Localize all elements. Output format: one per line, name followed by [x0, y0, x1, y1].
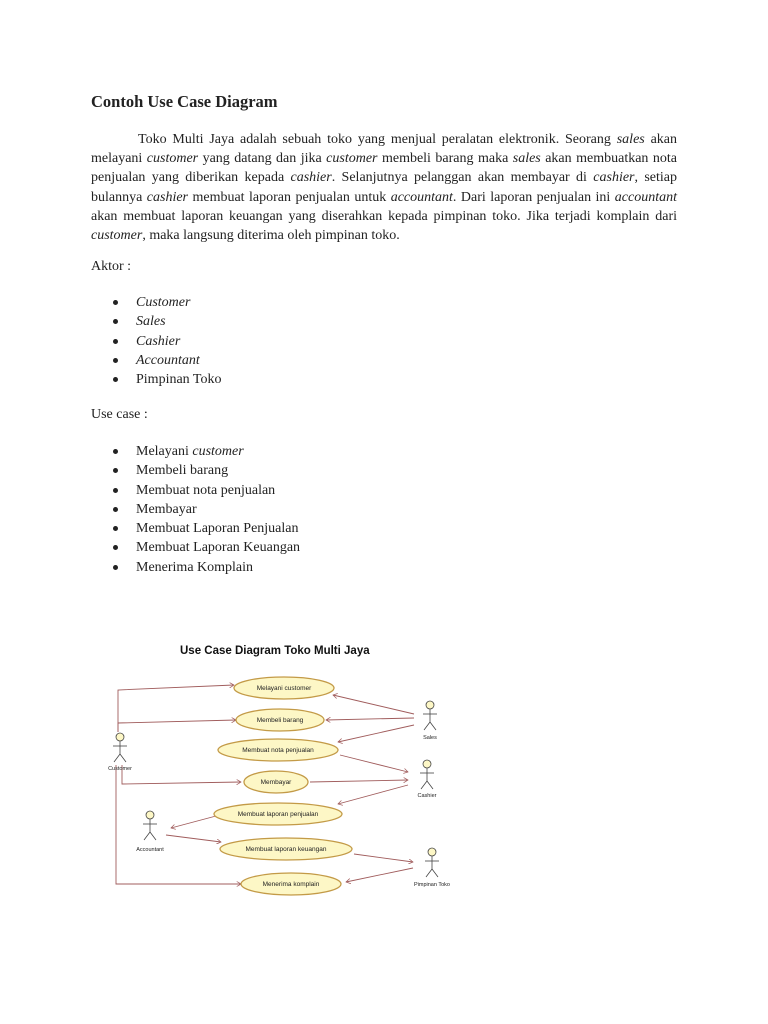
aktor-item [91, 370, 222, 389]
text-segment: , maka langsung diterima oleh pimpinan toko. [142, 228, 400, 244]
actor-customer [108, 733, 132, 772]
line-sales-nota [338, 725, 414, 742]
text-segment: akan membuatkan nota penjualan yang diberikan kepada [91, 151, 677, 186]
use-case-diagram-svg [96, 630, 476, 900]
list-item-text: Membayar [136, 501, 197, 517]
aktor-label: Aktor : [91, 259, 132, 274]
usecase-item [91, 461, 300, 480]
line-customer-membayar [122, 765, 241, 784]
list-item-text: Melayani [136, 444, 193, 459]
italic-term: customer [326, 151, 378, 167]
usecase-membuat-nota [218, 739, 338, 761]
bullet-icon [113, 300, 118, 305]
actor-pimpinan-toko [414, 848, 450, 888]
bullet-icon [113, 545, 118, 550]
usecase-membeli-barang [236, 709, 324, 731]
list-item-text: Membeli barang [136, 463, 229, 479]
bullet-icon [113, 449, 118, 454]
intro-paragraph [91, 130, 677, 245]
line-customer-membeli [118, 720, 236, 732]
page-title: Contoh Use Case Diagram [91, 92, 278, 111]
line-pimpinan-komplain [346, 868, 413, 882]
list-item-text: Sales [136, 314, 166, 330]
svg-text:Sales: Sales [423, 735, 437, 741]
svg-text:Menerima komplain: Menerima komplain [262, 881, 320, 888]
italic-term: sales [512, 151, 541, 167]
line-cashier-laporan [338, 785, 408, 804]
aktor-item [91, 312, 222, 331]
usecase-item [91, 442, 300, 461]
actor-sales [423, 701, 437, 741]
use-case-diagram [96, 630, 476, 900]
list-item-text: Menerima Komplain [136, 559, 254, 575]
text-segment: membeli barang maka [377, 151, 513, 167]
bullet-icon [113, 319, 118, 324]
list-item-text: Accountant [136, 352, 200, 368]
bullet-icon [113, 507, 118, 512]
svg-text:Cashier: Cashier [417, 793, 437, 799]
svg-text:Accountant: Accountant [136, 847, 164, 853]
svg-text:Pimpinan Toko: Pimpinan Toko [414, 882, 450, 888]
list-item-text: Customer [136, 295, 191, 310]
bullet-icon [113, 526, 118, 531]
svg-text:Membayar: Membayar [260, 779, 292, 786]
bullet-icon [113, 358, 118, 363]
list-item-text: Pimpinan Toko [136, 372, 222, 388]
line-accountant-keuangan [166, 835, 221, 842]
svg-text:Membuat laporan keuangan: Membuat laporan keuangan [245, 846, 327, 853]
bullet-icon [113, 488, 118, 493]
line-membayar-cashier [310, 780, 408, 782]
list-item-text: Cashier [136, 333, 181, 349]
usecase-laporan-keuangan [220, 838, 352, 860]
italic-term: cashier [290, 170, 332, 186]
line-nota-cashier [340, 755, 408, 772]
usecase-item [91, 519, 300, 538]
text-segment: akan melayani [91, 132, 677, 167]
aktor-item [91, 332, 222, 351]
list-item-text-italic: customer [192, 444, 244, 459]
aktor-item [91, 351, 222, 370]
italic-term: cashier [593, 170, 635, 186]
list-item-text: Membuat nota penjualan [136, 482, 276, 498]
bullet-icon [113, 377, 118, 382]
usecase-item [91, 558, 300, 577]
aktor-item [91, 293, 222, 312]
actor-accountant [136, 811, 164, 853]
usecase-melayani-customer [234, 677, 334, 699]
italic-term: accountant [614, 189, 677, 205]
text-segment: membuat laporan penjualan untuk [188, 189, 391, 205]
bullet-icon [113, 565, 118, 570]
line-keuangan-pimpinan [354, 854, 413, 862]
italic-term: cashier [146, 189, 188, 205]
line-laporan-accountant [171, 816, 216, 828]
bullet-icon [113, 339, 118, 344]
usecase-item [91, 481, 300, 500]
aktor-list [91, 293, 222, 389]
usecase-menerima-komplain [241, 873, 341, 895]
text-segment: Toko Multi Jaya adalah sebuah toko yang menjual peralatan elektronik. Seorang [138, 132, 617, 147]
actor-cashier [418, 760, 437, 799]
svg-text:Membuat laporan penjualan: Membuat laporan penjualan [237, 811, 319, 818]
bullet-icon [113, 468, 118, 473]
usecase-label: Use case : [91, 407, 148, 422]
svg-text:Membeli barang: Membeli barang [256, 717, 304, 724]
svg-text:Membuat nota penjualan: Membuat nota penjualan [242, 747, 314, 754]
usecase-item [91, 500, 300, 519]
list-item-text: Membuat Laporan Keuangan [136, 540, 301, 556]
text-segment: , setiap bulannya [91, 170, 677, 205]
line-sales-melayani [333, 695, 414, 714]
text-segment: . Selanjutnya pelanggan akan membayar di [331, 170, 594, 186]
text-segment: yang datang dan jika [198, 151, 327, 167]
text-segment: akan membuat laporan keuangan yang diserahkan kepada pimpinan toko. Jika terjadi komplain dari [91, 208, 677, 224]
diagram-title: Use Case Diagram Toko Multi Jaya [180, 645, 370, 657]
usecase-laporan-penjualan [214, 803, 342, 825]
line-sales-membeli [326, 718, 414, 720]
list-item-text: Membuat Laporan Penjualan [136, 521, 299, 537]
italic-term: customer [91, 228, 143, 244]
text-segment: . Dari laporan penjualan ini [452, 189, 615, 205]
line-customer-melayani [118, 685, 234, 732]
italic-term: sales [616, 132, 645, 147]
svg-text:Customer: Customer [108, 766, 132, 772]
svg-text:Melayani customer: Melayani customer [256, 685, 312, 692]
usecase-membayar [244, 771, 308, 793]
usecase-list [91, 442, 300, 577]
usecase-item [91, 538, 300, 557]
italic-term: customer [146, 151, 199, 167]
italic-term: accountant [390, 189, 453, 205]
